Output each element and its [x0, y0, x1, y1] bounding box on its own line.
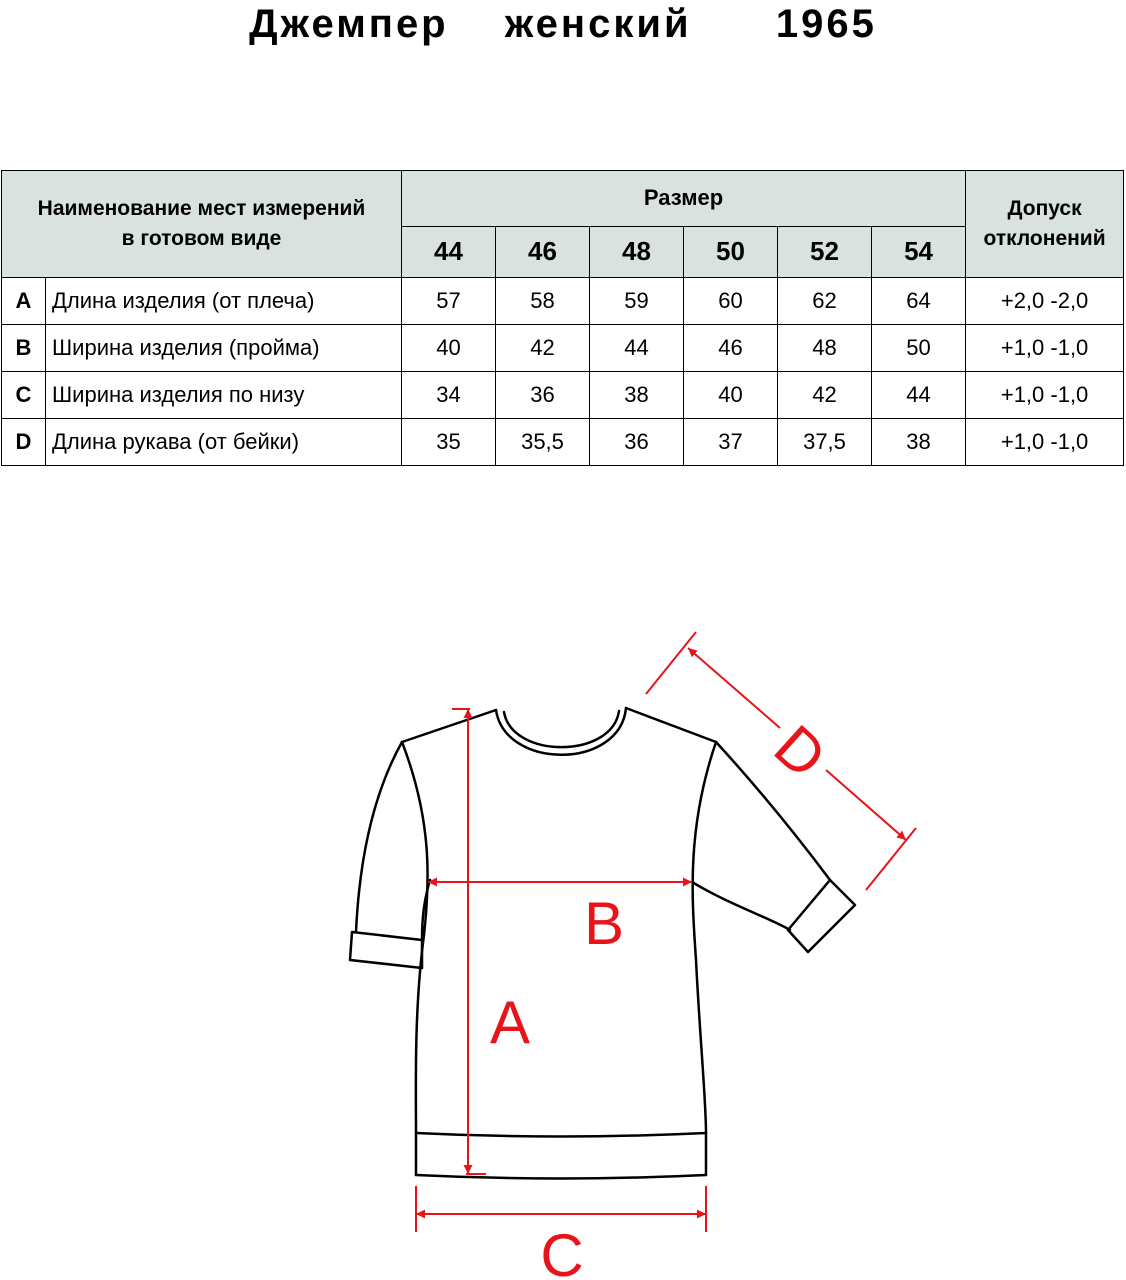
hem-top-line [416, 1133, 706, 1137]
row-value: 58 [496, 278, 590, 325]
row-value: 34 [402, 372, 496, 419]
size-column-header: 46 [496, 226, 590, 277]
row-value: 62 [778, 278, 872, 325]
measure-d-tick-end [866, 828, 916, 890]
row-value: 42 [496, 325, 590, 372]
left-shoulder [402, 710, 496, 742]
tolerance-header-line1: Допуск [1007, 197, 1082, 220]
row-letter: A [2, 278, 46, 325]
measure-d-line-start [688, 648, 780, 728]
body-left-edge [402, 742, 428, 1175]
right-shoulder [626, 708, 716, 742]
tolerance-header-line2: отклонений [983, 227, 1106, 250]
row-value: 36 [496, 372, 590, 419]
left-cuff [350, 932, 422, 968]
measurement-name-header-line2: в готовом виде [121, 227, 282, 250]
right-sleeve-inner [692, 882, 790, 930]
row-letter: C [2, 372, 46, 419]
size-column-header: 54 [872, 226, 966, 277]
size-column-header: 44 [402, 226, 496, 277]
row-measurement-name: Ширина изделия по низу [46, 372, 402, 419]
row-value: 48 [778, 325, 872, 372]
size-column-header: 48 [590, 226, 684, 277]
row-value: 40 [402, 325, 496, 372]
row-tolerance: +1,0 -1,0 [966, 419, 1124, 466]
row-value: 37,5 [778, 419, 872, 466]
size-column-header: 50 [684, 226, 778, 277]
label-b: B [583, 890, 625, 957]
row-letter: B [2, 325, 46, 372]
row-value: 60 [684, 278, 778, 325]
row-value: 42 [778, 372, 872, 419]
left-sleeve-outer [356, 742, 402, 932]
right-cuff [788, 880, 855, 952]
row-value: 44 [872, 372, 966, 419]
measure-d-tick-start [646, 632, 696, 694]
row-value: 44 [590, 325, 684, 372]
row-measurement-name: Длина изделия (от плеча) [46, 278, 402, 325]
measurement-name-header-line1: Наименование мест измерений [37, 197, 366, 220]
hem-bottom-line [416, 1175, 706, 1179]
row-value: 38 [590, 372, 684, 419]
label-d: D [761, 712, 839, 792]
row-value: 35 [402, 419, 496, 466]
row-value: 50 [872, 325, 966, 372]
size-header: Размер [402, 171, 966, 227]
row-measurement-name: Длина рукава (от бейки) [46, 419, 402, 466]
row-value: 35,5 [496, 419, 590, 466]
row-tolerance: +1,0 -1,0 [966, 325, 1124, 372]
row-measurement-name: Ширина изделия (пройма) [46, 325, 402, 372]
body-right-edge [693, 742, 716, 1175]
measurement-labels [490, 712, 839, 1280]
page-title: Джемпер женский 1965 [249, 2, 877, 46]
row-value: 46 [684, 325, 778, 372]
row-value: 36 [590, 419, 684, 466]
measure-d-line-end [826, 770, 906, 840]
size-column-header: 52 [778, 226, 872, 277]
row-tolerance: +1,0 -1,0 [966, 372, 1124, 419]
row-value: 59 [590, 278, 684, 325]
row-value: 57 [402, 278, 496, 325]
row-letter: D [2, 419, 46, 466]
label-a: A [489, 989, 531, 1056]
neckline-inner [504, 711, 619, 747]
row-value: 38 [872, 419, 966, 466]
row-value: 40 [684, 372, 778, 419]
row-value: 37 [684, 419, 778, 466]
label-c: C [540, 1222, 584, 1280]
row-value: 64 [872, 278, 966, 325]
row-tolerance: +2,0 -2,0 [966, 278, 1124, 325]
